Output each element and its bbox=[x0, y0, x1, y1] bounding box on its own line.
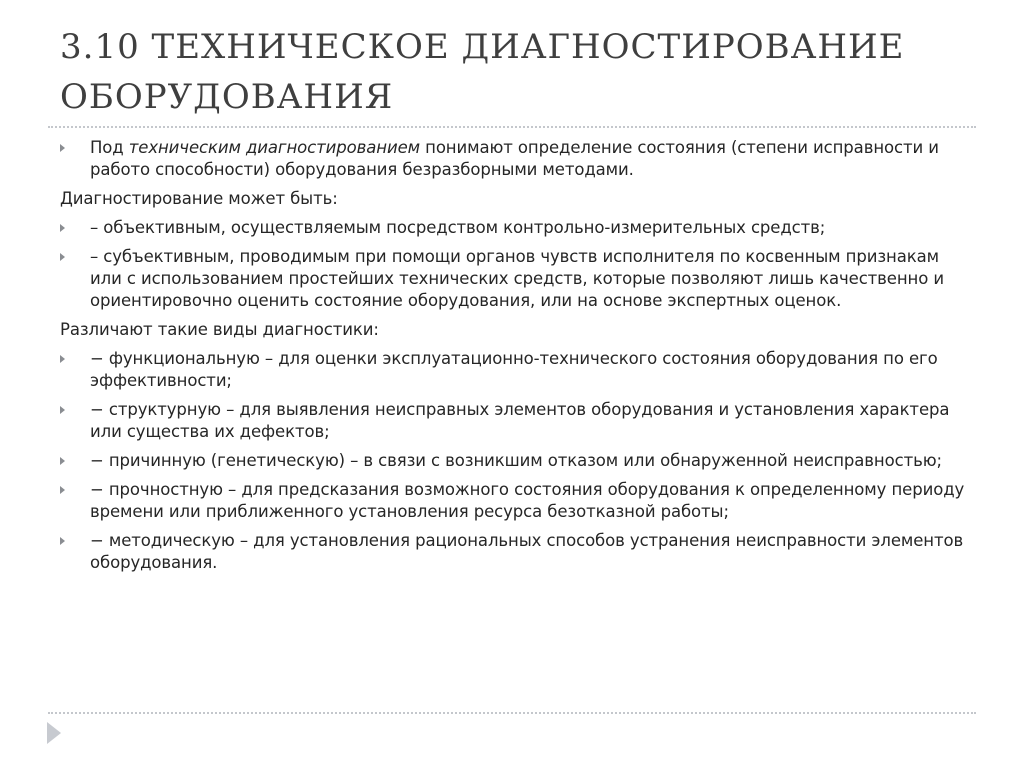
title-line-2: ОБОРУДОВАНИЯ bbox=[60, 77, 394, 117]
bullet-text: − прочностную – для предсказания возможного состояния оборудования к определенному периоду времени или приближенного установления ресурса безотказной работы; bbox=[90, 480, 965, 521]
bullet-text: − методическую – для установления рациональных способов устранения неисправности элементов оборудования. bbox=[90, 531, 964, 572]
bullet-text: − структурную – для выявления неисправных элементов оборудования и установления характера или существа их дефектов; bbox=[90, 400, 950, 441]
intro-suffix: понимают определение состояния (степени исправности и работо способности) оборудования безразборными методами. bbox=[90, 138, 939, 179]
corner-triangle-icon bbox=[47, 722, 61, 744]
bullet-arrow-icon bbox=[60, 224, 65, 232]
intro-emphasis: техническим диагностированием bbox=[128, 138, 420, 157]
bullet-subjective bbox=[60, 246, 965, 312]
bullet-functional bbox=[60, 348, 965, 392]
title-divider bbox=[48, 126, 976, 128]
heading-diagnostics-kinds: Различают такие виды диагностики: bbox=[60, 320, 379, 339]
slide-title bbox=[60, 22, 960, 122]
bullet-strength bbox=[60, 479, 965, 523]
bullet-causal bbox=[60, 450, 965, 472]
title-line-1: 3.10 ТЕХНИЧЕСКОЕ ДИАГНОСТИРОВАНИЕ bbox=[60, 27, 905, 67]
bullet-arrow-icon bbox=[60, 537, 65, 545]
bullet-structural bbox=[60, 399, 965, 443]
bullet-objective bbox=[60, 217, 965, 239]
slide-body bbox=[60, 137, 965, 581]
bullet-arrow-icon bbox=[60, 406, 65, 414]
bullet-methodical bbox=[60, 530, 965, 574]
bullet-text: − функциональную – для оценки эксплуатационно-технического состояния оборудования по его эффективности; bbox=[90, 349, 938, 390]
intro-prefix: Под bbox=[90, 138, 129, 157]
footer-divider bbox=[48, 712, 976, 714]
bullet-arrow-icon bbox=[60, 457, 65, 465]
heading-diagnosis-types: Диагностирование может быть: bbox=[60, 189, 338, 208]
bullet-text: – объективным, осуществляемым посредством контрольно-измерительных средств; bbox=[90, 218, 826, 237]
bullet-arrow-icon bbox=[60, 253, 65, 261]
bullet-definition bbox=[60, 137, 965, 181]
bullet-text: – субъективным, проводимым при помощи органов чувств исполнителя по косвенным признакам или с использованием простейших технических средств, которые позволяют лишь качественно и ориентировочно оценить состояние оборудования, или на основе экспертных оценок. bbox=[90, 247, 944, 310]
bullet-arrow-icon bbox=[60, 486, 65, 494]
bullet-text: − причинную (генетическую) – в связи с возникшим отказом или обнаруженной неисправностью; bbox=[90, 451, 942, 470]
bullet-arrow-icon bbox=[60, 144, 65, 152]
bullet-arrow-icon bbox=[60, 355, 65, 363]
